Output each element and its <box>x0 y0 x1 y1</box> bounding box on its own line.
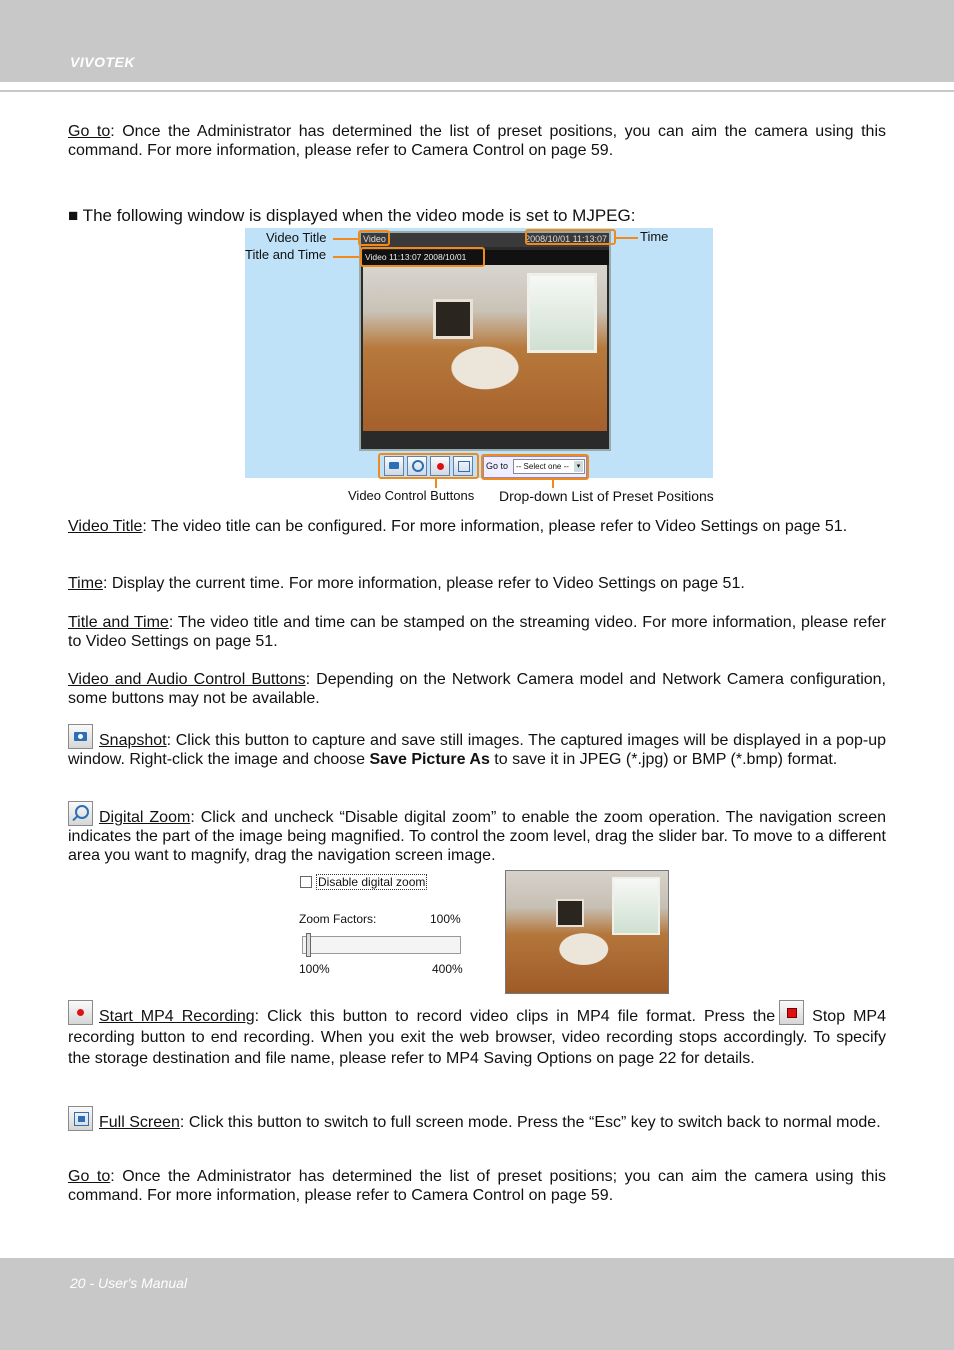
record-icon <box>77 1009 84 1016</box>
paragraph-snapshot <box>68 724 886 769</box>
brand-logo: VIVOTEK <box>70 54 135 70</box>
video-time-text: 2008/10/01 11:13:07 <box>525 234 607 244</box>
callout-line <box>333 256 359 258</box>
term-time: Time <box>68 575 103 592</box>
paragraph-time <box>68 574 886 593</box>
page-header <box>0 0 954 82</box>
callout-video-title: Video Title <box>266 230 327 245</box>
digital-zoom-panel <box>296 870 471 980</box>
paragraph-text: : Click and uncheck “Disable digital zoom” to enable the zoom operation. The navigation screen indicates the part of the image being magnified. To control the zoom level, drag the slider bar. To move to a different area you want to magnify, drag the navigation screen image. <box>68 809 887 864</box>
fullscreen-button[interactable] <box>453 456 473 476</box>
fullscreen-inner <box>78 1116 85 1122</box>
record-button[interactable] <box>430 456 450 476</box>
record-button-icon <box>68 1000 93 1025</box>
fullscreen-icon <box>458 461 470 472</box>
paragraph-text: : Click this button to capture and save still images. The captured images will be displayed in a pop-up window. Right-click the image and choose <box>68 732 886 768</box>
zoom-max-label: 400% <box>432 962 463 976</box>
callout-title-time: Title and Time <box>245 247 327 262</box>
callout-time: Time <box>640 229 669 244</box>
fullscreen-button-icon <box>68 1106 93 1131</box>
zoom-slider-track[interactable] <box>302 936 461 954</box>
paragraph-text: : Click this button to record video clips in MP4 file format. Press the <box>254 1008 776 1025</box>
paragraph-digital-zoom <box>68 801 886 865</box>
paragraph-text: : Once the Administrator has determined the list of preset positions; you can aim the camera using this command. For more information, please refer to Camera Control on page 59. <box>68 1168 886 1204</box>
term-goto: Go to <box>68 123 111 140</box>
header-divider <box>0 90 954 92</box>
page-footer <box>0 1258 954 1350</box>
term-snapshot: Snapshot <box>99 732 167 749</box>
lens-shape <box>78 734 83 739</box>
room-video-image <box>363 265 607 431</box>
paragraph-title-time <box>68 613 886 651</box>
callout-line <box>552 478 554 488</box>
record-icon <box>437 463 444 470</box>
term-title-time: Title and Time <box>68 614 169 631</box>
term-control-buttons: Video and Audio Control Buttons <box>68 671 306 688</box>
paragraph-full-screen <box>68 1106 886 1132</box>
paragraph-goto-bottom <box>68 1167 886 1205</box>
paragraph-video-title <box>68 517 886 536</box>
digital-zoom-button[interactable] <box>407 456 427 476</box>
callout-box-time <box>525 229 616 245</box>
callout-control-buttons: Video Control Buttons <box>348 488 475 503</box>
callout-box-video-title <box>358 230 390 246</box>
paragraph-text: Stop MP4 recording button to end recording. When you exit the web browser, video recording stops accordingly. To specify the storage destination and file name, please refer to MP4 Saving Options on page 22 for details. <box>68 1008 887 1067</box>
fireplace-shape <box>433 299 473 339</box>
disable-zoom-label: Disable digital zoom <box>318 875 426 889</box>
snapshot-button-icon <box>68 724 93 749</box>
window-shape <box>527 273 597 353</box>
paragraph-text: : Once the Administrator has determined the list of preset positions, you can aim the camera using this command. For more information, please refer to Camera Control on page 59. <box>68 123 886 159</box>
snapshot-button[interactable] <box>384 456 404 476</box>
zoom-factors-label: Zoom Factors: <box>299 912 377 926</box>
paragraph-text: : The video title and time can be stamped on the streaming video. For more information, please refer to Video Settings on page 51. <box>68 614 887 650</box>
zoom-slider-thumb[interactable] <box>306 933 311 957</box>
window-shape <box>612 877 660 935</box>
callout-line <box>435 478 437 488</box>
paragraph-control-buttons <box>68 670 886 708</box>
term-goto: Go to <box>68 1168 111 1185</box>
page-number: 20 - User's Manual <box>70 1275 188 1291</box>
preset-select[interactable] <box>513 459 585 474</box>
disable-zoom-checkbox[interactable] <box>300 876 312 888</box>
paragraph-text: to save it in JPEG (*.jpg) or BMP (*.bmp) format. <box>489 751 838 768</box>
video-title-text: Video <box>363 234 386 244</box>
chevron-down-icon: ▾ <box>574 461 583 472</box>
magnifier-icon <box>412 460 424 472</box>
callout-line <box>615 237 638 239</box>
fireplace-shape <box>556 899 584 927</box>
paragraph-goto-top <box>68 122 886 160</box>
stop-icon <box>787 1008 797 1018</box>
save-picture-as-term: Save Picture As <box>369 751 490 768</box>
paragraph-mp4 <box>68 1000 886 1069</box>
zoom-factor-value: 100% <box>430 912 461 926</box>
zoom-navigation-image[interactable] <box>505 870 669 994</box>
zoom-min-label: 100% <box>299 962 330 976</box>
paragraph-text: : The video title can be configured. For more information, please refer to Video Settings on page 51. <box>142 518 848 535</box>
paragraph-text: : Display the current time. For more information, please refer to Video Settings on page 51. <box>102 575 745 592</box>
preset-select-value: -- Select one -- <box>516 462 569 471</box>
title-time-stamp: Video 11:13:07 2008/10/01 <box>365 252 467 262</box>
callout-box-title-time <box>360 247 485 267</box>
video-control-buttons <box>380 456 477 478</box>
term-digital-zoom: Digital Zoom <box>99 809 191 826</box>
paragraph-text: : Depending on the Network Camera model and Network Camera configuration, some buttons may not be available. <box>68 671 887 707</box>
bullet-mjpeg: ■ The following window is displayed when the video mode is set to MJPEG: <box>68 206 636 225</box>
preset-goto-control <box>483 456 587 478</box>
term-start-mp4: Start MP4 Recording <box>99 1008 255 1025</box>
callout-preset-dropdown: Drop-down List of Preset Positions <box>499 488 714 504</box>
goto-label: Go to <box>486 461 509 471</box>
callout-line <box>333 238 359 240</box>
digital-zoom-button-icon <box>68 801 93 826</box>
stop-button-icon <box>779 1000 804 1025</box>
term-full-screen: Full Screen <box>99 1114 180 1131</box>
term-video-title: Video Title <box>68 518 143 535</box>
paragraph-text: : Click this button to switch to full screen mode. Press the “Esc” key to switch back to normal mode. <box>179 1114 881 1131</box>
camera-icon <box>389 462 399 469</box>
